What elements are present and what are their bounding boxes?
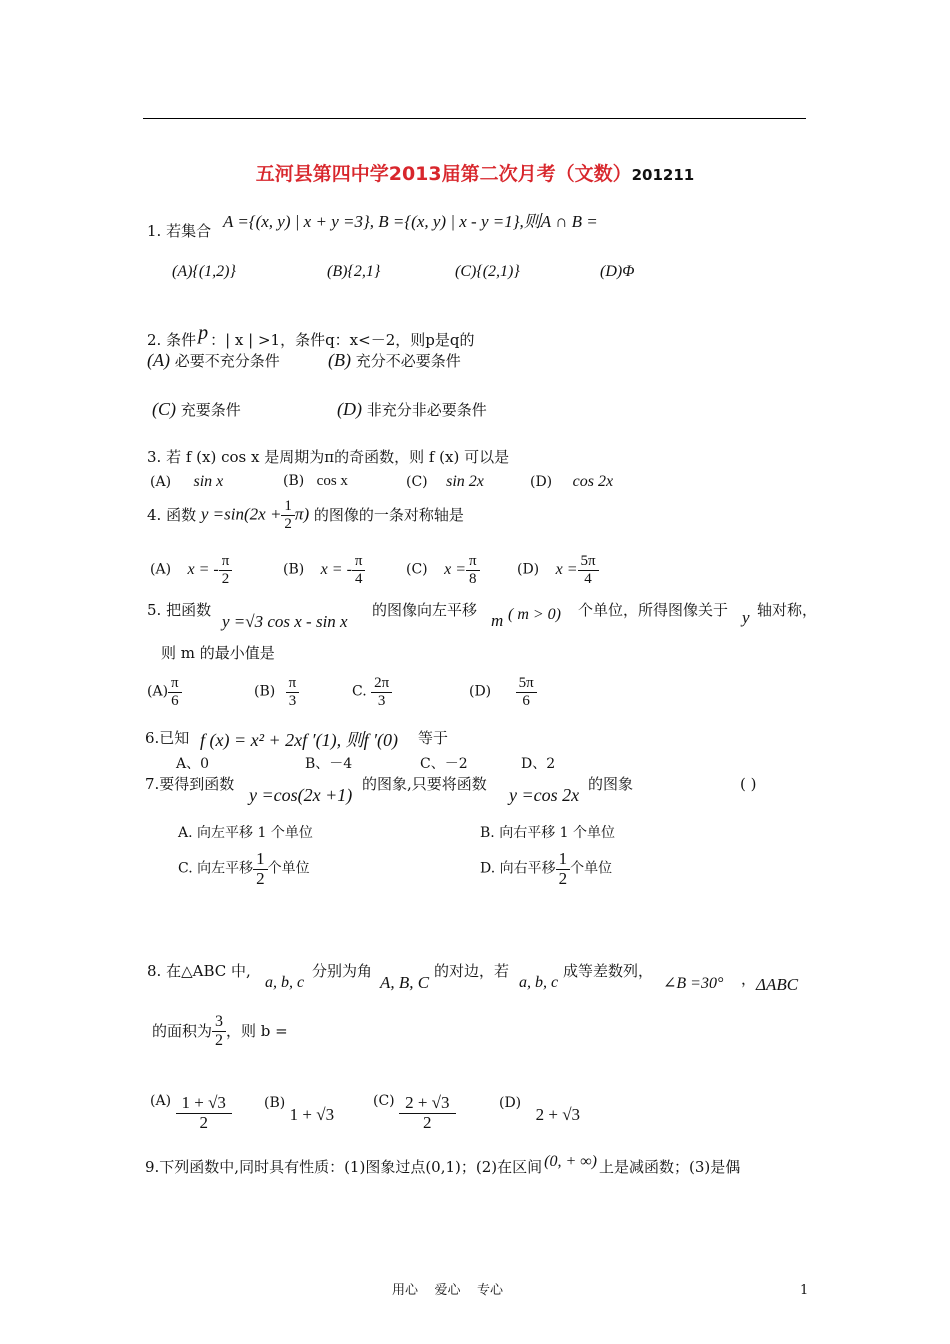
q5-option-a-label: (A)	[147, 683, 169, 700]
q2-option-d	[337, 400, 487, 418]
q4-option-a-pre: x = -	[187, 561, 219, 579]
q7-option-c-text: C. 向左平移	[178, 860, 254, 877]
q4-option-d-pre: x =	[555, 561, 578, 579]
q7-stem-a: 7.要得到函数	[145, 775, 235, 793]
q5-expression: y =√3 cos x - sin x	[222, 612, 348, 631]
q8-line-2-b: ，则 b =	[226, 1021, 288, 1040]
q4-option-d	[517, 553, 599, 587]
q7-stem-c: 的图象	[588, 775, 634, 793]
q4-option-c-label: (C)	[406, 561, 428, 578]
q1-option-b: (B){2,1}	[327, 263, 381, 280]
q1-option-d: (D)Φ	[600, 263, 635, 280]
q5-option-d	[469, 675, 537, 709]
q6-stem-b: 等于	[418, 729, 449, 747]
question-2-stem	[147, 322, 475, 349]
q5-a-num: π	[168, 675, 182, 693]
q2-option-a-label: (A)	[147, 350, 170, 370]
q5-option-c-label: C.	[352, 683, 367, 700]
q3-option-d-label: (D)	[530, 474, 553, 490]
q3-option-c-label: (C)	[406, 474, 428, 490]
q8-stem-b: 分别为角	[312, 962, 373, 980]
footer-motto: 用心 爱心 专心	[392, 1283, 504, 1298]
q5-condition: ( m > 0)	[508, 606, 562, 623]
q8-option-c-frac	[399, 1094, 455, 1132]
q7-c-den: 2	[256, 868, 265, 888]
q9-stem-a: 9.下列函数中,同时具有性质：(1)图象过点(0,1)；(2)在区间	[145, 1158, 543, 1176]
q2-option-b-text: 充分不必要条件	[355, 352, 461, 370]
q7-d-den: 2	[558, 868, 568, 888]
q2-option-b	[328, 351, 461, 369]
q5-option-a-frac	[168, 675, 182, 709]
q5-a-den: 6	[171, 692, 179, 709]
q8-area-den: 2	[215, 1031, 224, 1049]
q4-option-b-pre: x = -	[320, 561, 352, 579]
q8-a-num: 1 + √3	[176, 1094, 232, 1114]
q9-interval: (0, + ∞)	[544, 1153, 597, 1170]
q4-c-den: 8	[469, 570, 477, 587]
exam-title-text: 五河县第四中学2013届第二次月考（文数）	[255, 163, 632, 185]
q8-area-num: 3	[212, 1013, 226, 1032]
q8-option-b-label: (B)	[264, 1095, 286, 1111]
q8-angle-b: ∠B =30°	[663, 975, 724, 992]
q7-option-c-unit: 个单位	[267, 860, 310, 877]
q5-d-num: 5π	[516, 675, 537, 693]
q6-option-d: D、2	[521, 756, 556, 772]
q4-a-num: π	[219, 553, 233, 571]
q5-stem-a: 5. 把函数	[147, 601, 212, 619]
q8-comma: ，	[741, 970, 757, 988]
q5-b-den: 3	[288, 692, 297, 709]
q4-option-c-frac	[466, 553, 480, 587]
q4-frac-den: 2	[284, 515, 292, 532]
q8-option-d	[499, 1095, 581, 1124]
q1-option-a: (A){(1,2)}	[172, 263, 236, 280]
q8-option-d-text: 2 + √3	[535, 1105, 581, 1124]
q7-option-c-frac	[253, 850, 268, 888]
q5-option-a	[147, 675, 182, 709]
q3-option-b-text: cos x	[316, 473, 348, 489]
q8-c-den: 2	[423, 1112, 432, 1132]
q2-stem-text: 2. 条件	[147, 331, 197, 349]
q4-option-d-frac	[578, 553, 599, 587]
q4-expr-a: y =sin(2x +	[200, 504, 282, 524]
q4-d-den: 4	[584, 570, 592, 587]
q4-option-a-frac	[219, 553, 233, 587]
q8-option-c-label: (C)	[373, 1093, 395, 1109]
q4-fraction	[281, 498, 295, 532]
q9-stem	[145, 1153, 741, 1176]
q8-option-a	[150, 1094, 232, 1132]
q7-target-function: y =cos(2x +1)	[249, 785, 353, 805]
q5-option-d-label: (D)	[469, 683, 492, 700]
q5-c-num: 2π	[371, 675, 392, 693]
q5-y: y	[742, 608, 750, 627]
q8-sides: a, b, c	[265, 974, 305, 991]
q2-option-c-label: (C)	[152, 399, 176, 419]
q4-option-a	[150, 553, 232, 587]
q1-option-c: (C){(2,1)}	[455, 263, 520, 280]
q4-frac-num: 1	[281, 498, 295, 516]
q8-option-d-label: (D)	[499, 1095, 522, 1111]
q8-angles: A, B, C	[380, 973, 430, 992]
q5-stem-c: 个单位，所得图像关于	[578, 601, 729, 619]
q7-option-d-text: D. 向右平移	[480, 860, 556, 877]
q8-c-num: 2 + √3	[399, 1094, 455, 1114]
exam-date: 201211	[631, 166, 695, 184]
q5-stem-d: 轴对称，	[757, 601, 818, 619]
q8-stem-d: 成等差数列，	[563, 962, 654, 980]
q5-option-b-frac	[286, 675, 300, 709]
q7-answer-paren: ( )	[740, 775, 757, 793]
q5-stem-b: 的图像向左平移	[372, 601, 478, 619]
question-4-stem	[147, 498, 464, 532]
q2-option-d-label: (D)	[337, 399, 362, 419]
q8-option-a-label: (A)	[150, 1093, 172, 1109]
q3-option-b	[283, 474, 348, 489]
q3-option-c-text: sin 2x	[446, 473, 484, 490]
q4-option-c	[406, 553, 480, 587]
q4-b-num: π	[352, 553, 366, 571]
q3-option-a-label: (A)	[150, 474, 172, 490]
q8-line-2-a: 的面积为	[152, 1021, 213, 1040]
question-1-stem: 1. 若集合	[147, 222, 212, 240]
q4-option-b-label: (B)	[283, 561, 305, 578]
q5-b-num: π	[286, 675, 300, 693]
q4-d-num: 5π	[578, 553, 599, 571]
q4-a-den: 2	[221, 570, 230, 587]
q4-option-b	[283, 553, 365, 587]
q7-option-b: B. 向右平移 1 个单位	[480, 825, 615, 841]
header-rule	[143, 118, 806, 119]
q2-option-b-label: (B)	[328, 350, 351, 370]
q4-stem-b: 的图像的一条对称轴是	[313, 505, 464, 524]
q4-option-b-frac	[352, 553, 366, 587]
q5-c-den: 3	[377, 692, 386, 709]
exam-title	[0, 165, 950, 184]
q8-area-frac	[212, 1013, 226, 1049]
q9-stem-b: 上是减函数；(3)是偶	[599, 1158, 741, 1176]
q3-option-c	[406, 474, 484, 490]
q6-stem-a: 6.已知	[145, 729, 190, 747]
q5-line-2: 则 m 的最小值是	[161, 644, 275, 662]
q8-option-c	[373, 1094, 456, 1132]
q3-option-d	[530, 474, 613, 490]
q7-option-c	[178, 850, 310, 888]
q8-stem-c: 的对边，若	[434, 962, 510, 980]
q5-option-d-frac	[516, 675, 537, 709]
q5-d-den: 6	[522, 692, 530, 709]
q8-triangle: ΔABC	[756, 975, 799, 994]
q8-option-b	[264, 1095, 335, 1124]
q5-option-b	[254, 675, 299, 709]
q4-stem-a: 4. 函数	[147, 505, 197, 524]
q2-option-a	[147, 351, 280, 369]
q7-stem-b: 的图象,只要将函数	[362, 775, 487, 793]
q7-c-num: 1	[253, 850, 268, 870]
question-1-expression: A ={(x, y) | x + y =3}, B ={(x, y) | x - y =1},则A ∩ B =	[223, 212, 598, 231]
q4-b-den: 4	[354, 570, 363, 587]
q7-option-d-frac	[556, 850, 571, 888]
q2-option-c-text: 充要条件	[180, 401, 241, 419]
q4-option-a-label: (A)	[150, 561, 172, 578]
q8-line-2	[152, 1013, 288, 1049]
q8-a-den: 2	[199, 1112, 208, 1132]
q5-option-c	[352, 675, 392, 709]
q3-option-b-label: (B)	[283, 473, 305, 489]
q8-stem-a: 8. 在△ABC 中,	[147, 962, 251, 980]
q4-c-num: π	[466, 553, 480, 571]
page-number: 1	[800, 1283, 809, 1298]
q4-expr-b: π)	[294, 504, 310, 524]
q7-source-function: y =cos 2x	[509, 785, 580, 805]
q5-option-c-frac	[371, 675, 392, 709]
q6-option-b: B、－4	[305, 756, 353, 772]
q3-option-d-text: cos 2x	[572, 473, 614, 490]
q5-m: m	[491, 611, 504, 630]
q2-condition: ：| x | >1，条件q：x<－2，则p是q的	[210, 331, 475, 349]
q2-p: p	[198, 322, 209, 344]
q8-option-a-frac	[176, 1094, 232, 1132]
question-3-stem: 3. 若 f (x) cos x 是周期为π的奇函数，则 f (x) 可以是	[147, 448, 510, 466]
q6-option-c: C、－2	[420, 756, 468, 772]
q2-option-c	[152, 400, 241, 418]
q7-d-num: 1	[556, 850, 571, 870]
q4-option-d-label: (D)	[517, 561, 540, 578]
q6-expression: f (x) = x² + 2xf ′(1), 则f ′(0)	[200, 730, 398, 750]
q4-option-c-pre: x =	[444, 561, 466, 579]
q7-option-d	[480, 850, 612, 888]
q7-option-a: A. 向左平移 1 个单位	[178, 825, 313, 841]
q5-option-b-label: (B)	[254, 683, 276, 700]
q3-option-a	[150, 474, 223, 490]
q8-sides-2: a, b, c	[519, 974, 559, 991]
q8-option-b-text: 1 + √3	[289, 1105, 335, 1124]
q2-option-a-text: 必要不充分条件	[174, 352, 280, 370]
q6-option-a: A、0	[176, 756, 210, 772]
q3-option-a-text: sin x	[193, 473, 224, 490]
q7-option-d-unit: 个单位	[570, 860, 613, 877]
q2-option-d-text: 非充分非必要条件	[366, 401, 487, 419]
